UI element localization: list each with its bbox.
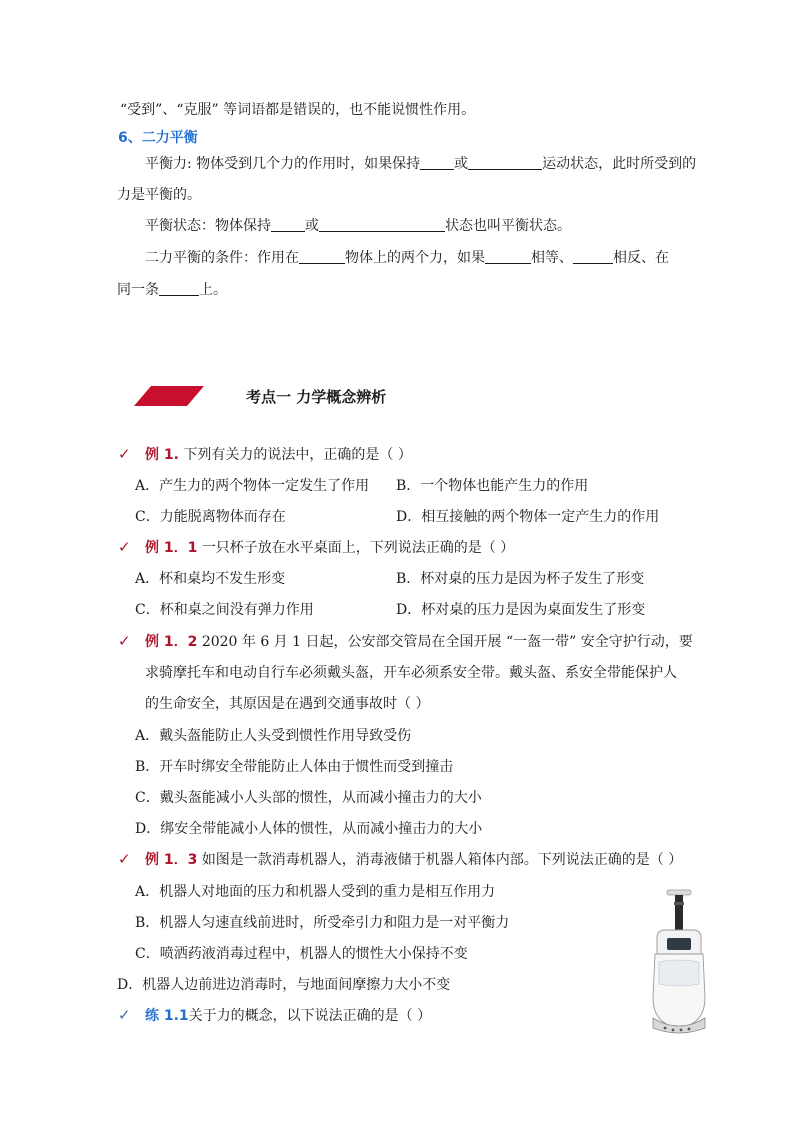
- option-a: A．产生力的两个物体一定发生了作用: [135, 478, 370, 494]
- condition-line: [145, 248, 669, 268]
- question-text: 一只杯子放在水平桌面上，下列说法正确的是（ ）: [201, 540, 515, 556]
- option-d: D．机器人边前进边消毒时，与地面间摩擦力大小不变: [117, 977, 451, 993]
- section-banner-shape: [133, 385, 205, 407]
- option-a: A．机器人对地面的压力和机器人受到的重力是相互作用力: [135, 884, 496, 900]
- question-ex1: [145, 445, 412, 465]
- option-b: B．机器人匀速直线前进时，所受牵引力和阻力是一对平衡力: [135, 915, 510, 931]
- option-c: C．戴头盔能减小人头部的惯性，从而减小撞击力的大小: [135, 790, 482, 806]
- section-title: 6、二力平衡: [118, 130, 198, 146]
- question-text-2: 求骑摩托车和电动自行车必须戴头盔，开车必须系安全带。戴头盔、系安全带能保护人: [145, 665, 677, 681]
- text: 状态也叫平衡状态。: [445, 218, 571, 234]
- text: 或: [454, 156, 469, 172]
- practice-1-1: [145, 1006, 431, 1026]
- intro-text: “受到”、“克服” 等词语都是错误的，也不能说惯性作用。: [120, 102, 476, 118]
- question-text: 关于力的概念，以下说法正确的是（ ）: [188, 1008, 432, 1024]
- practice-label: 练 1.1: [145, 1008, 189, 1024]
- option-d: D．绑安全带能减小人体的惯性，从而减小撞击力的大小: [135, 821, 483, 837]
- balanced-state-line: [145, 216, 571, 236]
- option-a: A．戴头盔能防止人头受到惯性作用导致受伤: [135, 728, 412, 744]
- fill-blank: [319, 217, 445, 232]
- text: 同一条: [117, 282, 159, 298]
- text: 平衡状态：物体保持: [145, 218, 271, 234]
- checkmark-icon: ✓: [118, 632, 131, 650]
- text: 运动状态，此时所受到的: [542, 156, 697, 172]
- option-d: D．杯对桌的压力是因为桌面发生了形变: [396, 602, 646, 618]
- option-a: A．杯和桌均不发生形变: [135, 571, 286, 587]
- text: 相等、: [531, 250, 573, 266]
- question-text: 2020 年 6 月 1 日起，公安部交管局在全国开展 “一盔一带” 安全守护行动，要: [201, 634, 693, 650]
- checkmark-icon: ✓: [118, 1006, 131, 1024]
- question-ex1-3: [145, 850, 682, 870]
- text: 或: [305, 218, 319, 234]
- option-b: B．开车时绑安全带能防止人体由于惯性而受到撞击: [135, 759, 454, 775]
- text: 相反、在: [613, 250, 669, 266]
- example-label: 例 1．2: [145, 634, 198, 650]
- checkmark-icon: ✓: [118, 445, 131, 463]
- option-c: C．杯和桌之间没有弹力作用: [135, 602, 314, 618]
- balanced-force-line: [145, 154, 696, 174]
- fill-blank: [420, 155, 454, 170]
- checkmark-icon: ✓: [118, 850, 131, 868]
- question-text: 下列有关力的说法中，正确的是（ ）: [183, 447, 412, 463]
- question-ex1-1: [145, 538, 514, 558]
- fill-blank: [299, 249, 345, 264]
- option-b: B．杯对桌的压力是因为杯子发生了形变: [396, 571, 645, 587]
- option-c: C．喷洒药液消毒过程中，机器人的惯性大小保持不变: [135, 946, 468, 962]
- example-label: 例 1．1: [145, 540, 198, 556]
- question-text-3: 的生命安全，其原因是在遇到交通事故时（ ）: [145, 696, 430, 712]
- fill-blank: [271, 217, 305, 232]
- text: 二力平衡的条件：作用在: [145, 250, 299, 266]
- text: 平衡力: 物体受到几个力的作用时，如果保持: [145, 156, 421, 172]
- text: 物体上的两个力，如果: [345, 250, 485, 266]
- option-c: C．力能脱离物体而存在: [135, 509, 286, 525]
- fill-blank: [159, 281, 199, 296]
- example-label: 例 1．3: [145, 852, 198, 868]
- fill-blank: [573, 249, 613, 264]
- text: 上。: [199, 282, 227, 298]
- kaodian-title: 考点一 力学概念辨析: [246, 388, 387, 406]
- fill-blank: [485, 249, 531, 264]
- option-d: D．相互接触的两个物体一定产生力的作用: [396, 509, 660, 525]
- question-text: 如图是一款消毒机器人，消毒液储于机器人箱体内部。下列说法正确的是（ ）: [201, 852, 683, 868]
- disinfection-robot-figure: [645, 888, 713, 1038]
- checkmark-icon: ✓: [118, 538, 131, 556]
- fill-blank: [468, 155, 542, 170]
- example-label: 例 1.: [145, 447, 179, 463]
- question-ex1-2: [145, 632, 693, 652]
- balanced-force-line-2: 力是平衡的。: [117, 187, 201, 203]
- condition-line-2: [117, 280, 227, 300]
- option-b: B．一个物体也能产生力的作用: [396, 478, 589, 494]
